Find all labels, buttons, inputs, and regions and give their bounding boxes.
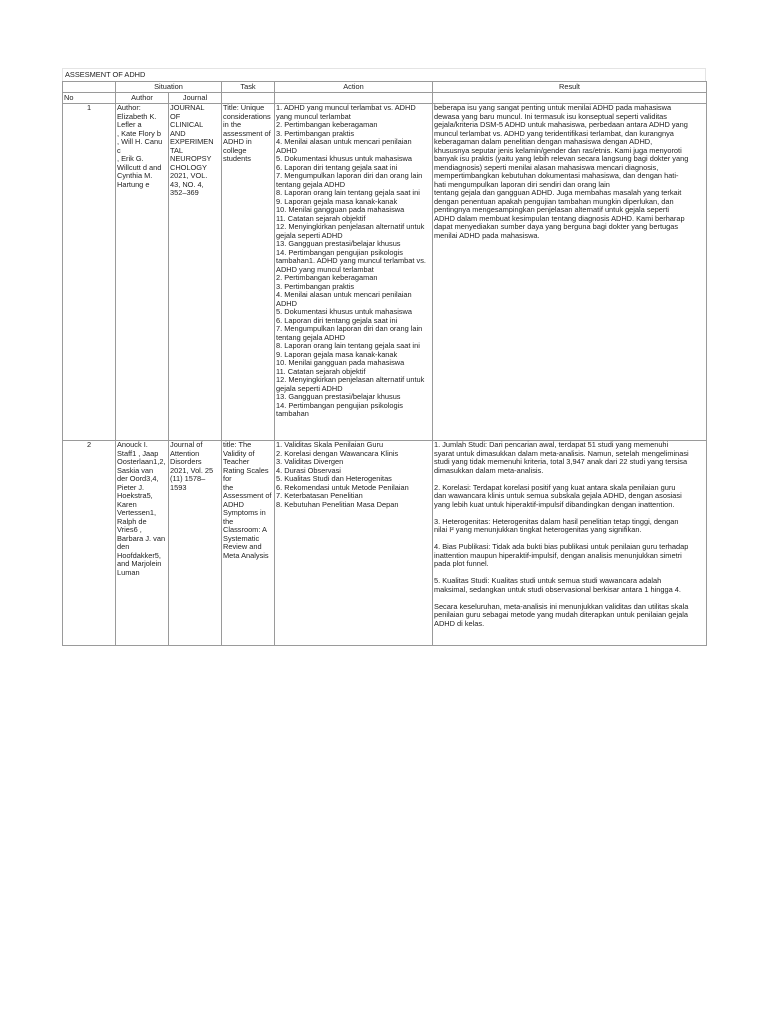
journal-line: OF [170, 112, 181, 121]
task-line: Rating Scales [223, 466, 269, 475]
task-line: Systematic [223, 534, 260, 543]
journal-line: JOURNAL [170, 104, 205, 112]
task-line: ADHD [223, 500, 244, 509]
action-line: 3. Pertimbangan praktis [276, 129, 355, 138]
action-line: 11. Catatan sejarah objektif [276, 214, 366, 223]
task-line: Assessment of [223, 492, 272, 500]
task-line: Validity of [223, 449, 255, 458]
result-line: Secara keseluruhan, meta-analisis ini menunjukkan validitas dan utilitas skala [434, 602, 689, 611]
action-line: 13. Gangguan prestasi/belajar khusus [276, 240, 401, 248]
result-line: dimasukkan dalam meta-analisis. [434, 466, 544, 475]
journal-line: Disorders [170, 458, 202, 466]
action-line: 8. Laporan orang lain tentang gejala saat ini [276, 189, 420, 197]
task-line: Classroom: A [223, 526, 267, 534]
result-line: khususnya seputar jenis kelamin/gender dan ras/etnis. Kami juga menyoroti [434, 146, 682, 155]
journal-line: AND [170, 129, 186, 138]
author-line: and Marjolein [117, 560, 162, 568]
result-line: maksimal, sedangkan untuk studi observasional berkisar antara 1 hingga 4. [434, 585, 681, 594]
result-line [434, 594, 705, 603]
action-line: 9. Laporan gejala masa kanak-kanak [276, 350, 398, 359]
journal-line: 43, NO. 4, [170, 180, 204, 189]
result-line: dapat menyediakan sumber daya yang berguna bagi dokter yang bertugas [434, 223, 679, 231]
assessment-table [62, 81, 707, 646]
action-line: 7. Mengumpulkan laporan diri dan orang lain [276, 172, 423, 180]
author-line: Barbara J. van [117, 534, 166, 543]
action-line: tentang gejala ADHD [276, 180, 346, 189]
result-line: penilaian guru sebagai metode yang mudah diterapkan untuk penilaian gejala [434, 611, 688, 619]
author-line: Staff1 , Jaap [117, 449, 159, 458]
journal-line: Attention [170, 449, 200, 458]
action-line: 8. Kebutuhan Penelitian Masa Depan [276, 500, 399, 509]
result-line: pada plot funnel. [434, 560, 489, 568]
header-no: No [63, 93, 116, 104]
task-line: title: The [223, 441, 252, 449]
author-line: der Oord3,4, [117, 475, 159, 483]
author-line: Hartung e [117, 180, 150, 189]
author-line: Saskia van [117, 466, 154, 475]
author-line: den [117, 543, 130, 551]
action-line: 10. Menilai gangguan pada mahasiswa [276, 206, 405, 214]
action-line: 4. Durasi Observasi [276, 466, 341, 475]
result-line: beberapa isu yang sangat penting untuk menilai ADHD pada mahasiswa [434, 104, 672, 112]
journal-line: Journal of [170, 441, 203, 449]
result-line: mempertimbangkan kebutuhan dokumentasi mahasiswa, dan dengan hati- [434, 172, 679, 180]
action-cell [275, 104, 433, 441]
task-line: Symptoms in [223, 509, 266, 517]
action-line: 9. Laporan gejala masa kanak-kanak [276, 197, 398, 206]
result-line: dengan penentuan apakah pengujian tambahan mungkin diperlukan, dan [434, 197, 674, 206]
task-line: Teacher [223, 458, 250, 466]
action-line: 1. ADHD yang muncul terlambat vs. ADHD [276, 104, 416, 112]
task-cell [222, 104, 275, 441]
task-line: Review and [223, 543, 262, 551]
action-line: 1. Validitas Skala Penilaian Guru [276, 441, 384, 449]
result-line: hati mengumpulkan laporan diri sendiri dan orang lain [434, 180, 610, 189]
author-line: , Kate Flory b [117, 129, 161, 138]
sheet-title: ASSESMENT OF ADHD [62, 68, 706, 81]
result-line: keberagaman dalam penelitian dengan mahasiswa dengan ADHD, [434, 138, 653, 146]
action-line: tentang gejala ADHD [276, 333, 346, 342]
author-line: Willcutt d and [117, 163, 162, 172]
result-line [434, 509, 705, 518]
action-line: 3. Validitas Divergen [276, 458, 344, 466]
result-line: 4. Bias Publikasi: Tidak ada bukti bias publikasi untuk penilaian guru terhadap [434, 543, 689, 551]
action-line: 14. Pertimbangan pengujian psikologis [276, 248, 403, 257]
task-line: ADHD in [223, 138, 252, 146]
journal-line: 1593 [170, 483, 187, 492]
author-line: , Will H. Canu [117, 138, 163, 146]
action-line: 11. Catatan sejarah objektif [276, 367, 366, 376]
result-line: 3. Heterogenitas: Heterogenitas dalam hasil penelitian tetap tinggi, dengan [434, 517, 679, 526]
result-cell [433, 441, 707, 646]
action-cell [275, 441, 433, 646]
action-line: 7. Keterbatasan Penelitian [276, 492, 363, 500]
action-line: 12. Menyingkirkan penjelasan alternatif untuk [276, 223, 425, 231]
journal-line: CHOLOGY [170, 163, 207, 172]
result-line: ADHD di kelas. [434, 619, 485, 628]
journal-line: 2021, VOL. [170, 172, 208, 180]
task-line: Title: Unique [223, 104, 265, 112]
header-task: Task [222, 82, 275, 93]
author-cell [116, 104, 169, 441]
action-line: gejala seperti ADHD [276, 231, 343, 240]
journal-line: TAL [170, 146, 184, 155]
action-line: 14. Pertimbangan pengujian psikologis [276, 401, 403, 410]
journal-line: CLINICAL [170, 121, 204, 129]
author-cell [116, 441, 169, 646]
result-line: 5. Kualitas Studi: Kualitas studi untuk semua studi wawancara adalah [434, 577, 662, 585]
author-line: Lefler a [117, 121, 142, 129]
action-line: 5. Dokumentasi khusus untuk mahasiswa [276, 308, 412, 316]
result-line: muncul terlambat vs. ADHD yang teridentifikasi terlambat, dan kurangnya [434, 129, 674, 138]
header-situation: Situation [116, 82, 222, 93]
result-line: 2. Korelasi: Terdapat korelasi positif yang kuat antara skala penilaian guru [434, 483, 676, 492]
journal-cell [169, 441, 222, 646]
task-line: in the [223, 121, 242, 129]
result-line [434, 535, 705, 544]
action-line: 2. Pertimbangan keberagaman [276, 274, 378, 282]
result-line: gejala/kriteria DSM-5 ADHD untuk mahasiswa, perbedaan antara ADHD yang [434, 121, 688, 129]
row-number: 1 [63, 104, 116, 441]
author-line: Hoekstra5, [117, 492, 153, 500]
author-line: Karen [117, 500, 137, 509]
journal-line: EXPERIMEN [170, 138, 214, 146]
journal-line: 2021, Vol. 25 [170, 466, 214, 475]
task-cell [222, 441, 275, 646]
task-line: the [223, 483, 234, 492]
author-line: Vries6 , [117, 526, 142, 534]
action-line: 2. Korelasi dengan Wawancara Klinis [276, 449, 399, 458]
action-line: tambahan [276, 410, 309, 418]
result-line: tentang gejala dan gangguan ADHD. Juga membahas masalah yang terkait [434, 189, 682, 197]
author-line: Pieter J. [117, 483, 145, 492]
journal-line: NEUROPSY [170, 155, 212, 163]
row-number: 2 [63, 441, 116, 646]
result-line [434, 475, 705, 484]
author-line: Elizabeth K. [117, 112, 157, 121]
author-line: , Erik G. [117, 155, 144, 163]
result-line: 1. Jumlah Studi: Dari pencarian awal, terdapat 51 studi yang memenuhi [434, 441, 669, 449]
action-line: 6. Laporan diri tentang gejala saat ini [276, 316, 398, 325]
result-line: studi yang tidak memenuhi kriteria, total 3,947 anak dari 22 studi yang tersisa [434, 458, 688, 466]
action-line: ADHD yang muncul terlambat [276, 265, 374, 274]
author-line: Ralph de [117, 517, 147, 526]
result-line: dan wawancara klinis untuk semua subskala gejala ADHD, dengan asosiasi [434, 492, 682, 500]
action-line: 3. Pertimbangan praktis [276, 282, 355, 291]
action-line: 4. Menilai alasan untuk mencari penilaian [276, 291, 412, 299]
header-row-2 [63, 93, 707, 104]
author-line: Luman [117, 568, 140, 577]
result-line: mendiagnosis) seperti menilai alasan mahasiswa mencari diagnosis, [434, 163, 659, 172]
action-line: 7. Mengumpulkan laporan diri dan orang lain [276, 325, 423, 333]
author-line: Anouck I. [117, 441, 148, 449]
action-line: 10. Menilai gangguan pada mahasiswa [276, 359, 405, 367]
table-row [63, 441, 707, 646]
action-line: 12. Menyingkirkan penjelasan alternatif untuk [276, 376, 425, 384]
task-line: considerations [223, 112, 271, 121]
header-row-1 [63, 82, 707, 93]
action-line: 4. Menilai alasan untuk mencari penilaian [276, 138, 412, 146]
header-author: Author [116, 93, 169, 104]
author-line: Vertessen1, [117, 509, 157, 517]
journal-line: 352–369 [170, 189, 199, 197]
action-line: tambahan1. ADHD yang muncul terlambat vs. [276, 257, 426, 265]
action-line: ADHD [276, 299, 297, 308]
task-line: for [223, 475, 232, 483]
header-result: Result [433, 82, 707, 93]
result-line: nilai I² yang menunjukkan tingkat heterogenitas yang signifikan. [434, 526, 642, 534]
action-line: yang muncul terlambat [276, 112, 351, 121]
result-cell [433, 104, 707, 441]
action-line: 5. Dokumentasi khusus untuk mahasiswa [276, 155, 412, 163]
action-line: 8. Laporan orang lain tentang gejala saat ini [276, 342, 420, 350]
result-line: syarat untuk dimasukkan dalam meta-analisis. Namun, setelah mengeliminasi [434, 449, 689, 458]
result-line: yang lebih kuat untuk hiperaktif-impulsif dibandingkan dengan inattention. [434, 500, 675, 509]
result-line: dewasa yang baru muncul. Ini termasuk isu konseptual seperti validitas [434, 112, 667, 121]
task-line: Meta Analysis [223, 551, 269, 560]
result-line: ADHD dalam membuat kesimpulan tentang diagnosis ADHD. Kami berharap [434, 214, 685, 223]
table-row [63, 104, 707, 441]
header-action: Action [275, 82, 433, 93]
author-line: c [117, 146, 121, 155]
task-line: college [223, 146, 247, 155]
action-line: 5. Kualitas Studi dan Heterogenitas [276, 475, 392, 483]
author-line: Author: [117, 104, 141, 112]
result-line: pentingnya mengesampingkan penjelasan alternatif untuk gejala seperti [434, 206, 670, 214]
action-line: 2. Pertimbangan keberagaman [276, 121, 378, 129]
task-line: assessment of [223, 129, 271, 138]
action-line: gejala seperti ADHD [276, 384, 343, 393]
result-line [434, 569, 705, 578]
action-line: 6. Rekomendasi untuk Metode Penilaian [276, 483, 409, 492]
action-line: 13. Gangguan prestasi/belajar khusus [276, 393, 401, 401]
author-line: Cynthia M. [117, 172, 153, 180]
result-line: inattention maupun hiperaktif-impulsif, dengan analisis menunjukkan simetri [434, 551, 682, 560]
author-line: Oosterlaan1,2, [117, 458, 166, 466]
author-line: Hoofdakker5, [117, 551, 161, 560]
task-line: students [223, 155, 251, 163]
result-line: menilai ADHD pada mahasiswa. [434, 231, 540, 240]
task-line: the [223, 517, 234, 526]
journal-line: (11) 1578– [170, 475, 206, 483]
header-journal: Journal [169, 93, 222, 104]
journal-cell [169, 104, 222, 441]
action-line: ADHD [276, 146, 297, 155]
result-line: banyak isu praktis (yaitu yang lebih relevan secara langsung bagi dokter yang [434, 155, 689, 163]
action-line: 6. Laporan diri tentang gejala saat ini [276, 163, 398, 172]
assessment-sheet [62, 68, 706, 646]
